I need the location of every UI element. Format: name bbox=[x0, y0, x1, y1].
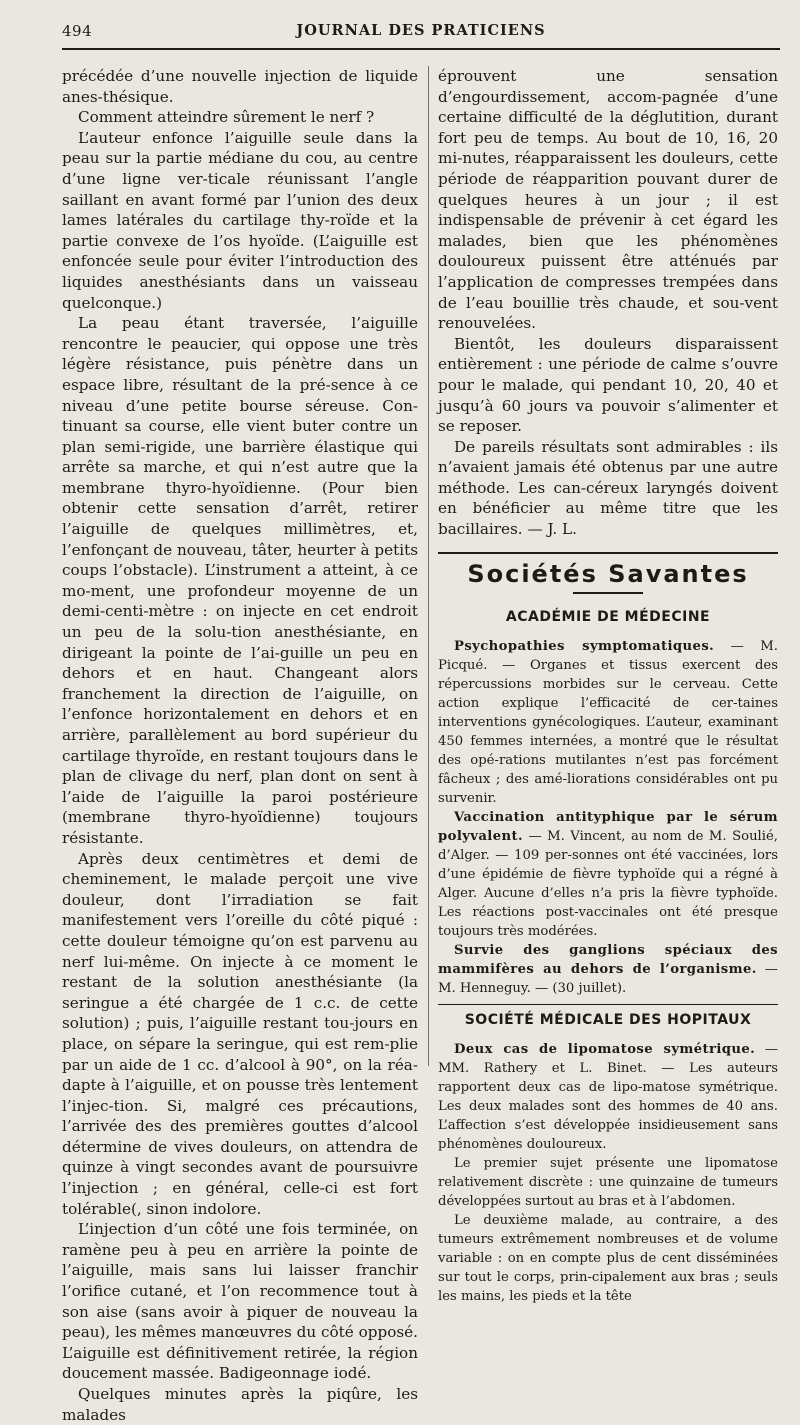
academie-title: ACADÉMIE DE MÉDECINE bbox=[505, 609, 711, 626]
section-title: Sociétés Savantes bbox=[467, 559, 749, 588]
paragraph: Le premier sujet présente une lipomatose relativement discrète : une quinzaine de tumeurs développées surtout au bras et à l’abdomen. bbox=[438, 1156, 778, 1210]
paragraph: Bientôt, les douleurs disparaissent entièrement : une période de calme s’ouvre pour le malade, qui pendant 10, 20, 40 et jusqu’à 60 jours va pouvoir s’alimenter et se reposer. bbox=[438, 334, 778, 436]
paragraph: Comment atteindre sûrement le nerf ? bbox=[78, 108, 375, 127]
paragraph: De pareils résultats sont admirables : ils n’avaient jamais été obtenus par une autre méthode. Les can-céreux laryngés doivent en bénéficier au même titre que les bacillaires. — J. L. bbox=[438, 437, 778, 539]
paragraph: éprouvent une sensation d’engourdissement, accom-pagnée d’une certaine difficulté de la déglutition, durant fort peu de temps. Au bout de 10, 16, 20 mi-nutes, réapparaissent les douleurs, cette période de réapparition pouvant durer de quelques heures à un jour ; il est indispensable de prévenir à cet égard les malades, bien que les phénomènes douloureux puissent être atténués par l’application de compresses trempées dans de l’eau bouillie très chaude, et sou-vent renouvelées. bbox=[438, 67, 778, 333]
report-entry: Deux cas de lipomatose symétrique. — MM. Rathery et L. Binet. — Les auteurs rapportent deux cas de lipo-matose symétrique. Les deux malades sont des hommes de 40 ans. L’affection s’est développée insidieusement sans phénomènes douloureux. bbox=[438, 1042, 779, 1153]
report-entry: Psychopathies symptomatiques. — M. Picqué. — Organes et tissus exercent des répercussions morbides sur le cerveau. Cette action explique l’efficacité de cer-taines interventions gynécologiques. L’auteur, examinant 450 femmes internées, a montré que le résultat des opé-rations mutilantes n’est pas forcément fâcheux ; des amé-liorations considérables ont pu survenir. bbox=[438, 639, 778, 807]
running-header bbox=[62, 22, 780, 50]
column-divider bbox=[428, 66, 429, 1066]
page-number: 494 bbox=[62, 22, 93, 40]
paragraph: précédée d’une nouvelle injection de liquide anes-thésique. bbox=[62, 67, 418, 106]
paragraph: La peau étant traversée, l’aiguille rencontre le peaucier, qui oppose une très légère résistance, puis pénètre dans un espace libre, résultant de la pré-sence à ce niveau d’une petite bourse séreuse. Con-tinuant sa course, elle vient buter contre un plan semi-rigide, une barrière élastique qui arrête sa marche, et qui n’est autre que la membrane thyro-hyoïdienne. (Pour bien obtenir cette sensation d’arrêt, retirer l’aiguille de quelques millimètres, et, l’enfonçant de nouveau, tâter, heurter à petits coups l’obstacle). L’instrument a atteint, à ce mo-ment, une profondeur moyenne de un demi-centi-mètre : on injecte en cet endroit un peu de la solu-tion anesthésiante, en dirigeant la pointe de l’ai-guille un peu en dehors et en haut. Changeant alors franchement la direction de l’aiguille, on l’enfonce horizontalement en dehors et en arrière, parallèlement au bord supérieur du cartilage thyroïde, en restant toujours dans le plan de clivage du nerf, plan dont on sent à l’aide de l’aiguille la paroi postérieure (membrane thyro-hyoïdienne) toujours résistante. bbox=[62, 314, 418, 847]
title-underline bbox=[573, 592, 643, 594]
left-column bbox=[62, 66, 418, 1425]
paragraph: Quelques minutes après la piqûre, les malades bbox=[62, 1385, 418, 1424]
societe-title: SOCIÉTÉ MÉDICALE DES HOPITAUX bbox=[464, 1012, 752, 1029]
paragraph: Après deux centimètres et demi de cheminement, le malade perçoit une vive douleur, dont l’irradiation se fait manifestement vers l’oreille du côté piqué : cette douleur témoigne qu’on est parvenu au nerf lui-même. On injecte à ce moment le restant de la solution anesthésiante (la seringue a été chargée de 1 c.c. de cette solution) ; puis, l’aiguille restant tou-jours en place, on sépare la seringue, qui est rem-plie par un aide de 1 cc. d’alcool à 90°, on la réa-dapte à l’aiguille, et on pousse très lentement l’injec-tion. Si, malgré ces précautions, l’arrivée des des premières gouttes d’alcool détermine de vives douleurs, on attendra de quinze à vingt secondes avant de poursuivre l’injection ; en général, celle-ci est fort tolérable(, sinon indolore. bbox=[62, 849, 418, 1218]
report-entry: Vaccination antityphique par le sérum polyvalent. — M. Vincent, au nom de M. Soulié, d’Alger. — 109 per-sonnes ont été vaccinées, lors d’une épidémie de fièvre typhoïde qui a régné à Alger. Aucune d’elles n’a pris la fièvre typhoïde. Les réactions post-vaccinales ont été presque toujours très modérées. bbox=[438, 810, 778, 940]
journal-title: JOURNAL DES PRATICIENS bbox=[296, 22, 546, 39]
paragraph: L’injection d’un côté une fois terminée, on ramène peu à peu en arrière la pointe de l’aiguille, mais sans lui laisser franchir l’orifice cutané, et l’on recommence tout à son aise (sans avoir à piquer de nouveau la peau), les mêmes manœuvres du côté opposé. L’aiguille est définitivement retirée, la région doucement massée. Badigeonnage iodé. bbox=[62, 1220, 418, 1383]
section-rule bbox=[438, 552, 778, 554]
paragraph: L’auteur enfonce l’aiguille seule dans la peau sur la partie médiane du cou, au centre d’une ligne ver-ticale réunissant l’angle saillant en avant formé par l’union des deux lames latérales du cartilage thy-roïde et la partie convexe de l’os hyoïde. (L’aiguille est enfoncée seule pour éviter l’introduction des liquides anesthésiants dans un vaisseau quelconque.) bbox=[62, 128, 418, 312]
section-rule bbox=[438, 1004, 778, 1005]
paragraph: Le deuxième malade, au contraire, a des tumeurs extrêmement nombreuses et de volume variable : on en compte plus de cent disséminées sur tout le corps, prin-cipalement aux bras ; seuls les mains, les pieds et la tête bbox=[438, 1213, 778, 1305]
right-column bbox=[438, 66, 778, 1306]
report-entry: Survie des ganglions spéciaux des mammifères au dehors de l’organisme. — M. Henneguy. — (30 juillet). bbox=[438, 943, 778, 997]
